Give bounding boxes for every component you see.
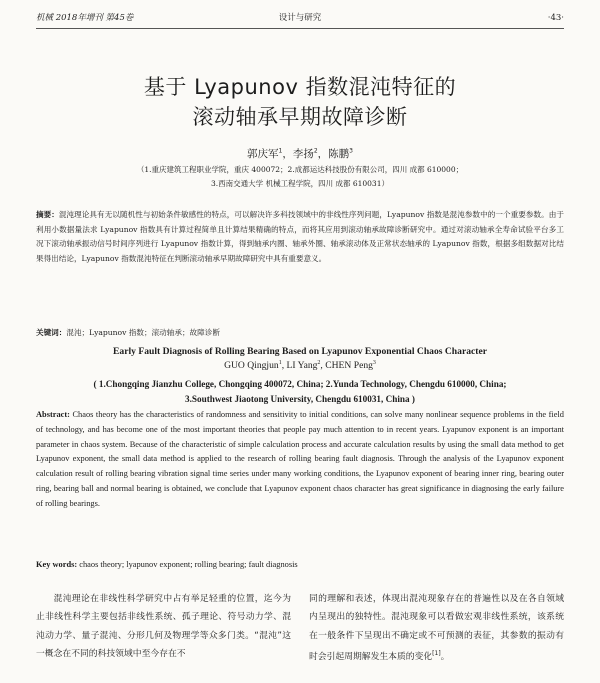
keywords-cn-label: 关键词：	[36, 328, 67, 337]
affiliations-en	[36, 377, 564, 407]
affiliation-en-line2: 3.Southwest Jiaotong University, Chengdu 610031, China )	[185, 394, 415, 404]
abstract-cn-label: 摘要：	[36, 210, 59, 219]
title-en: Early Fault Diagnosis of Rolling Bearing Based on Lyapunov Exponential Chaos Character	[113, 346, 487, 357]
abstract-cn-text: 混沌理论具有无以随机性与初始条件敏感性的特点，可以解决许多科技领域中的非线性序列问题，Lyapunov 指数是混沌参数中的一个重要参数。由于利用小数据量法求 Lyapunov 指数具有计算过程简单且计算结果精确的特点，而将其应用到滚动轴承故障诊断研究中。通过对滚动轴承全寿命试验平台多工况下滚动轴承振动信号时间序列进行 Lyapunov 指数计算，得到轴承内圈、轴承外圈、轴承滚动体及正常状态轴承的 Lyapunov 指数，根据多组数据对比结果得出结论，Lyapunov 指数混沌特征在判断滚动轴承早期故障研究中具有重要意义。	[36, 210, 565, 263]
author-en-2-mark: 2	[317, 360, 321, 366]
author-1: 郭庆军	[247, 148, 279, 160]
abstract-en	[36, 408, 564, 511]
keywords-en	[36, 558, 564, 571]
keywords-cn-text: 混沌；Lyapunov 指数；滚动轴承；故障诊断	[66, 328, 220, 337]
affiliation-en-line1: ( 1.Chongqing Jianzhu College, Chongqing 400072, China; 2.Yunda Technology, Chengdu 610000, China;	[93, 379, 507, 389]
journal-info: 机械 2018年增刊 第45卷	[36, 13, 134, 23]
abstract-cn	[36, 208, 564, 266]
keywords-cn	[36, 326, 564, 340]
author-2: 李扬	[292, 148, 314, 160]
author-en-3-mark: 3	[372, 360, 376, 366]
affiliation-cn-line2: 3.西南交通大学 机械工程学院，四川 成都 610031）	[211, 179, 389, 188]
title-cn-line1: 基于 Lyapunov 指数混沌特征的	[143, 75, 457, 99]
author-3: 陈鹏	[328, 148, 350, 160]
running-header	[36, 10, 564, 29]
keywords-en-text: chaos theory; lyapunov exponent; rolling bearing; fault diagnosis	[79, 560, 298, 569]
body-right-end: 。	[440, 652, 450, 663]
author-en-1: GUO Qingjun	[224, 360, 279, 372]
author-1-mark: 1	[278, 147, 283, 155]
citation-mark: [1]	[432, 650, 441, 658]
abstract-en-text: Chaos theory has the characteristics of randomness and sensitivity to initial conditions, can solve many nonlinear sequence problems in the field of technology, and has become one of the most important theories that people pay much attention to in recent years. Lyapunov exponent is an important parameter in chaos system. Because of the characteristic of simple calculation process and accurate calculation results by using the small data method to get Lyapunov exponent, the small data method is applied to the research of rolling bearing fault diagnosis. Through the analysis of the Lyapunov exponent calculation result of rolling bearing vibration signal time series under many working conditions, the Lyapunov exponent of bearing inner ring, bearing outer ring, bearing ball and normal bearing is obtained, we conclude that Lyapunov exponent chaos character has great significance in diagnosing the early failure of rolling bearings.	[36, 410, 564, 508]
affiliation-cn-line1: （1.重庆建筑工程职业学院，重庆 400072；2.成都运达科技股份有限公司，四川 成都 610000；	[136, 165, 464, 174]
author-en-3: CHEN Peng	[325, 360, 373, 372]
author-2-mark: 2	[313, 147, 318, 155]
abstract-en-label: Abstract:	[36, 410, 70, 419]
author-en-1-mark: 1	[278, 360, 282, 366]
page-number: ·43·	[547, 13, 564, 23]
authors-en: GUO Qingjun$^1$, LI Yang$^2$, CHEN Peng$^3$	[224, 360, 376, 372]
keywords-en-label: Key words:	[36, 560, 78, 569]
title-cn	[0, 72, 600, 132]
author-en-2: LI Yang	[286, 360, 318, 372]
authors-cn: 郭庆军$^1$，李扬$^2$，陈鹏$^3$	[247, 147, 353, 160]
body-right-column	[309, 590, 564, 667]
body-left-column: 混沌理论在非线性科学研究中占有举足轻重的位置，迄今为止非线性科学主要包括非线性系统、孤子理论、符号动力学、混沌动力学、量子混沌、分形几何及物理学等众多门类。“混沌”这一概念在不同的科技领域中至今存在不	[36, 594, 291, 660]
affiliations-cn	[40, 163, 560, 191]
body-right-text: 同的理解和表述，体现出混沌现象存在的普遍性以及在各自领域内呈现出的独特性。混沌现象可以看做宏观非线性系统，该系统在一般条件下呈现出不确定或不可预测的表征，其参数的振动有时会引起周期解发生本质的变化	[309, 594, 564, 663]
author-3-mark: 3	[349, 147, 353, 155]
title-cn-line2: 滚动轴承早期故障诊断	[192, 105, 408, 129]
section-name: 设计与研究	[278, 13, 322, 23]
